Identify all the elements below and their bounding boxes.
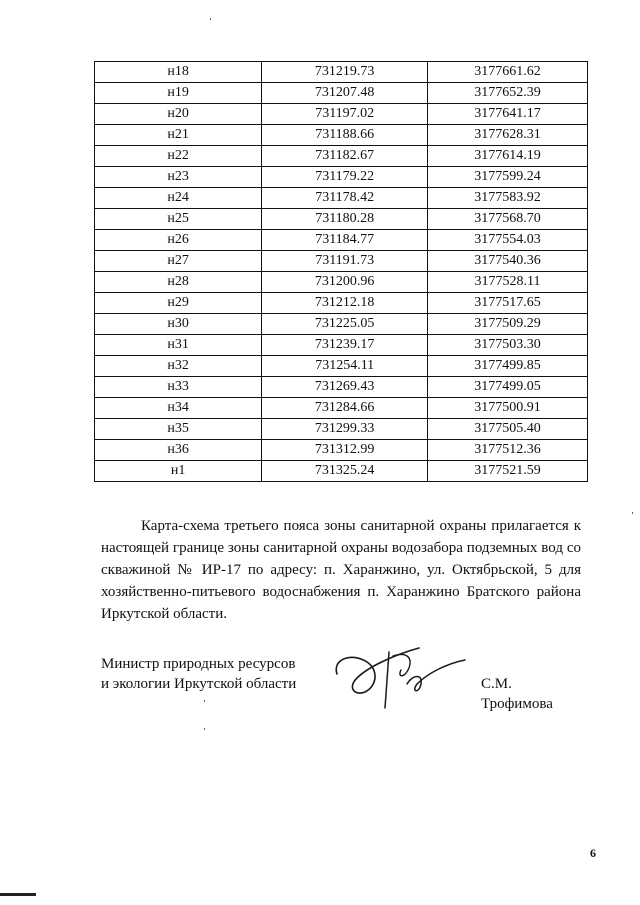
table-row [95, 83, 588, 104]
table-row [95, 230, 588, 251]
y-coordinate-cell: 3177540.36 [428, 251, 588, 272]
x-coordinate-cell: 731219.73 [262, 62, 428, 83]
table-row [95, 461, 588, 482]
y-coordinate-cell: 3177500.91 [428, 398, 588, 419]
table-row [95, 104, 588, 125]
coordinates-table-body [95, 62, 588, 482]
table-row [95, 125, 588, 146]
point-id-cell: н20 [95, 104, 262, 125]
y-coordinate-cell: 3177517.65 [428, 293, 588, 314]
signatory-name: С.М. Трофимова [481, 676, 553, 712]
x-coordinate-cell: 731200.96 [262, 272, 428, 293]
scan-speck [632, 512, 633, 514]
x-coordinate-cell: 731188.66 [262, 125, 428, 146]
scan-speck [210, 18, 211, 20]
signatory-title [101, 654, 296, 694]
point-id-cell: н22 [95, 146, 262, 167]
point-id-cell: н26 [95, 230, 262, 251]
y-coordinate-cell: 3177599.24 [428, 167, 588, 188]
table-row [95, 167, 588, 188]
point-id-cell: н35 [95, 419, 262, 440]
table-row [95, 62, 588, 83]
y-coordinate-cell: 3177499.05 [428, 377, 588, 398]
point-id-cell: н1 [95, 461, 262, 482]
attachment-note-paragraph: Карта-схема третьего пояса зоны санитарной охраны прилагается к настоящей границе зоны санитарной охраны водозабора подземных вод со скважиной № ИР-17 по адресу: п. Харанжино, ул. Октябрьской, 5 для хозяйственно-питьевого водоснабжения п. Харанжино Братского района Иркутской области. [101, 518, 581, 622]
table-row [95, 209, 588, 230]
table-row [95, 419, 588, 440]
x-coordinate-cell: 731212.18 [262, 293, 428, 314]
x-coordinate-cell: 731197.02 [262, 104, 428, 125]
y-coordinate-cell: 3177568.70 [428, 209, 588, 230]
signatory-title-line2: и экологии Иркутской области [101, 676, 297, 692]
y-coordinate-cell: 3177505.40 [428, 419, 588, 440]
y-coordinate-cell: 3177652.39 [428, 83, 588, 104]
y-coordinate-cell: 3177641.17 [428, 104, 588, 125]
x-coordinate-cell: 731182.67 [262, 146, 428, 167]
point-id-cell: н28 [95, 272, 262, 293]
y-coordinate-cell: 3177503.30 [428, 335, 588, 356]
point-id-cell: н24 [95, 188, 262, 209]
table-row [95, 356, 588, 377]
page-number: 6 [590, 846, 596, 860]
table-row [95, 440, 588, 461]
handwritten-signature [327, 634, 477, 714]
table-row [95, 335, 588, 356]
x-coordinate-cell: 731254.11 [262, 356, 428, 377]
x-coordinate-cell: 731284.66 [262, 398, 428, 419]
y-coordinate-cell: 3177628.31 [428, 125, 588, 146]
point-id-cell: н36 [95, 440, 262, 461]
point-id-cell: н19 [95, 83, 262, 104]
x-coordinate-cell: 731325.24 [262, 461, 428, 482]
y-coordinate-cell: 3177512.36 [428, 440, 588, 461]
x-coordinate-cell: 731269.43 [262, 377, 428, 398]
x-coordinate-cell: 731180.28 [262, 209, 428, 230]
point-id-cell: н34 [95, 398, 262, 419]
table-row [95, 188, 588, 209]
y-coordinate-cell: 3177509.29 [428, 314, 588, 335]
scan-artifact-mark [0, 893, 36, 896]
point-id-cell: н29 [95, 293, 262, 314]
x-coordinate-cell: 731299.33 [262, 419, 428, 440]
signatory-title-line1: Министр природных ресурсов [101, 656, 296, 672]
table-row [95, 146, 588, 167]
x-coordinate-cell: 731184.77 [262, 230, 428, 251]
point-id-cell: н25 [95, 209, 262, 230]
x-coordinate-cell: 731191.73 [262, 251, 428, 272]
y-coordinate-cell: 3177614.19 [428, 146, 588, 167]
x-coordinate-cell: 731179.22 [262, 167, 428, 188]
table-row [95, 293, 588, 314]
point-id-cell: н27 [95, 251, 262, 272]
scan-speck [204, 700, 205, 702]
x-coordinate-cell: 731178.42 [262, 188, 428, 209]
y-coordinate-cell: 3177583.92 [428, 188, 588, 209]
coordinates-table [94, 61, 588, 482]
table-row [95, 377, 588, 398]
x-coordinate-cell: 731239.17 [262, 335, 428, 356]
y-coordinate-cell: 3177661.62 [428, 62, 588, 83]
point-id-cell: н31 [95, 335, 262, 356]
table-row [95, 398, 588, 419]
table-row [95, 251, 588, 272]
point-id-cell: н18 [95, 62, 262, 83]
signature-block [101, 654, 581, 714]
point-id-cell: н32 [95, 356, 262, 377]
table-row [95, 314, 588, 335]
scan-speck [204, 728, 205, 730]
y-coordinate-cell: 3177521.59 [428, 461, 588, 482]
x-coordinate-cell: 731225.05 [262, 314, 428, 335]
y-coordinate-cell: 3177554.03 [428, 230, 588, 251]
point-id-cell: н23 [95, 167, 262, 188]
point-id-cell: н30 [95, 314, 262, 335]
point-id-cell: н33 [95, 377, 262, 398]
y-coordinate-cell: 3177528.11 [428, 272, 588, 293]
x-coordinate-cell: 731312.99 [262, 440, 428, 461]
point-id-cell: н21 [95, 125, 262, 146]
table-row [95, 272, 588, 293]
x-coordinate-cell: 731207.48 [262, 83, 428, 104]
y-coordinate-cell: 3177499.85 [428, 356, 588, 377]
